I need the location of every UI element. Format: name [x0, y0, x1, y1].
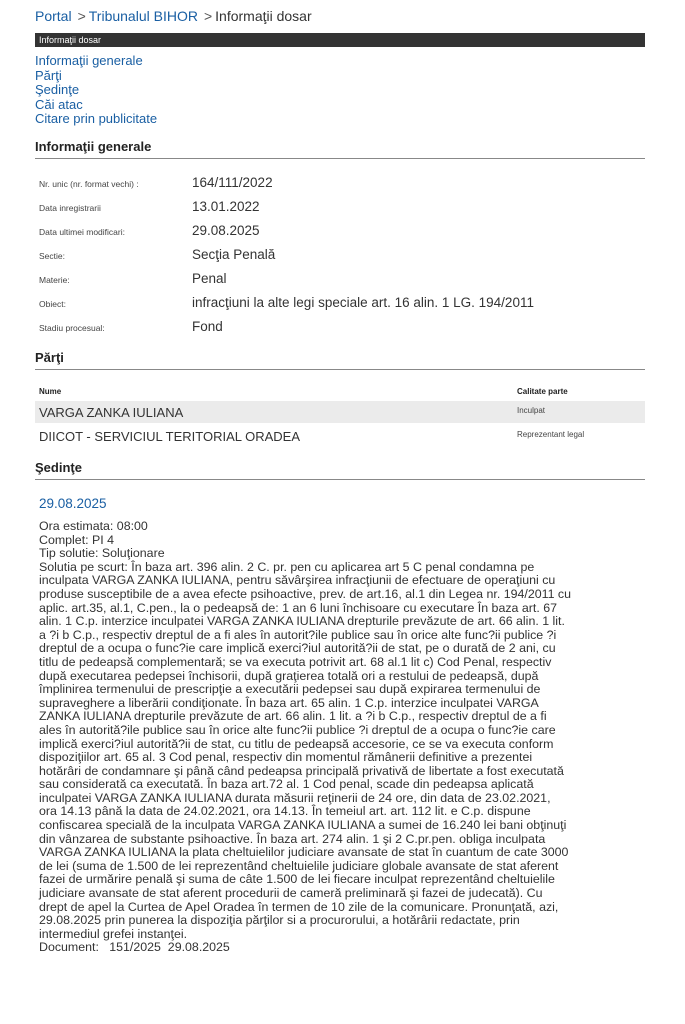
breadcrumb-separator: > — [77, 8, 86, 24]
hearing-document[interactable]: Document: 151/2025 29.08.2025 — [39, 940, 230, 955]
solution-line: produse susceptibile de a avea efecte psihoactive, prev. de art.16, al.1 din Legea nr. 194/2011 cu — [39, 586, 572, 601]
column-header-nume: Nume — [39, 387, 62, 396]
party-role: Reprezentant legal — [517, 430, 585, 439]
solution-line: aplic. art.35, al.1, C.pen., la o pedeapsă de: 1 an 6 luni închisoare cu executare În baza art. 67 — [39, 600, 557, 615]
solution-line: după executarea pedepsei închisorii, după graţierea totală ori a restului de pedeapsă, după — [39, 668, 539, 683]
info-value: 29.08.2025 — [192, 223, 260, 238]
solution-line: hotărâri de condamnare şi până când pedeapsa principală privativă de libertate a fost executată — [39, 763, 564, 778]
breadcrumb-portal[interactable]: Portal — [35, 8, 72, 24]
hearing-solution-type: Tip solutie: Soluţionare — [39, 546, 165, 561]
info-label: Stadiu procesual: — [39, 323, 105, 333]
solution-line: inculpatei VARGA ZANKA IULIANA durata măsurii reţinerii de 24 ore, din data de 23.02.2021, — [39, 790, 551, 805]
hearing-date: 29.08.2025 — [39, 496, 107, 511]
solution-line: drept de apel la Curtea de Apel Oradea în termen de 10 zile de la comunicare. Pronunţată, azi, — [39, 899, 559, 914]
solution-line: dispoziţiilor art. 65 al. 3 Cod penal, respectiv din momentul rămânerii definitive a prezentei — [39, 750, 533, 765]
party-name: DIICOT - SERVICIUL TERITORIAL ORADEA — [39, 429, 301, 444]
solution-line: ales în autorită?ile publice sau în orice alte func?ii publice ?i dreptul de a ocupa o func?ie care — [39, 722, 556, 737]
page-title-bar: Informaţii dosar — [35, 33, 645, 47]
solution-line: inculpata VARGA ZANKA IULIANA, pentru săvârşirea infracţiunii de efectuare de operaţiuni cu — [39, 573, 556, 588]
solution-line: supraveghere a liberării condiţionate. În baza art. 65 alin. 1 C.p. interzice inculpatei VARGA — [39, 695, 539, 710]
party-name: VARGA ZANKA IULIANA — [39, 405, 184, 420]
info-label: Data ultimei modificari: — [39, 227, 125, 237]
info-label: Obiect: — [39, 299, 66, 309]
solution-line: a ?i b C.p., respectiv dreptul de a fi ales în autorit?ile publice sau în orice alte func?ii publice ?i — [39, 627, 557, 642]
hearing-time: Ora estimata: 08:00 — [39, 519, 148, 533]
info-value: infracţiuni la alte legi speciale art. 16 alin. 1 LG. 194/2011 — [192, 295, 534, 310]
table-row — [35, 425, 645, 447]
table-row — [35, 401, 645, 423]
info-value: 13.01.2022 — [192, 199, 260, 214]
solution-line: împlinirea termenului de prescripţie a executării pedepsei sau după expirarea termenului de — [39, 682, 541, 697]
solution-line: confiscarea specială de la inculpata VARGA ZANKA IULIANA a sumei de 16.240 lei bani obţinuţi — [39, 818, 567, 833]
solution-line: alin. 1 C.p. interzice inculpatei VARGA ZANKA IULIANA drepturile prevăzute de art. 66 alin. 1 lit. — [39, 614, 565, 629]
hearing-panel: Complet: PI 4 — [39, 532, 115, 547]
solution-line: judiciare avansate de stat aferent procedurii de cameră preliminară şi fazei de judecată). Cu — [39, 886, 543, 901]
link-parti[interactable]: Părţi — [35, 67, 62, 83]
breadcrumb-tribunal[interactable]: Tribunalul BIHOR — [88, 8, 198, 24]
party-role: Inculpat — [517, 406, 546, 415]
section-heading-parti: Părţi — [35, 350, 645, 370]
info-value: Penal — [192, 271, 227, 286]
breadcrumb-separator: > — [203, 8, 213, 24]
solution-line: fazei de urmărire penală şi suma de câte 1.500 de lei fiecare inculpat reprezentând cheltuielile — [39, 872, 555, 887]
solution-line: implică exerci?iul autorită?ii de stat, cu titlu de pedeapsă accesorie, ce se va executa conform — [39, 736, 554, 751]
info-label: Nr. unic (nr. format vechi) : — [39, 179, 139, 189]
link-sedinte[interactable]: Şedinţe — [35, 82, 80, 97]
solution-line: Solutia pe scurt: În baza art. 396 alin. 2 C. pr. pen cu aplicarea art 5 C penal condamna pe — [39, 559, 535, 574]
solution-line: din vânzarea de substante psihoactive. În baza art. 274 alin. 1 şi 2 C.pr.pen. obliga inculpata — [39, 831, 546, 846]
info-value: 164/111/2022 — [192, 175, 273, 190]
info-value: Secţia Penală — [192, 247, 276, 262]
column-header-calitate: Calitate parte — [517, 387, 568, 396]
solution-line: ora 14.13 până la data de 24.02.2021, ora 14.13. În temeiul art. art. 112 lit. e C.p. dispune — [39, 804, 531, 819]
solution-line: ZANKA IULIANA drepturile prevăzute de art. 66 alin. 1 lit. a ?i b C.p., respectiv dreptul de a fi — [39, 709, 547, 724]
info-label: Materie: — [39, 275, 70, 285]
solution-line: dreptul de a ocupa o func?ie care implică exerci?iul autorită?ii de stat, pe o durată de 2 ani, cu — [39, 641, 556, 656]
link-informatii-generale[interactable]: Informaţii generale — [35, 53, 143, 68]
solution-line: 29.08.2025 prin punerea la dispoziţia părţilor si a procurorului, a hotărârii redactate, prin — [39, 913, 520, 928]
link-cai-atac[interactable]: Căi atac — [35, 96, 83, 112]
quick-links — [35, 54, 157, 127]
solution-line: titlu de pedeapsă complementară; se va executa potrivit art. 68 al.1 lit c) Cod Penal, respectiv — [39, 654, 552, 669]
solution-line: sau considerată ca executată. În baza art.72 al. 1 Cod penal, scade din pedeapsa aplicată — [39, 777, 534, 792]
breadcrumb-current: Informaţii dosar — [215, 8, 312, 24]
link-citare-publicitate[interactable]: Citare prin publicitate — [35, 111, 158, 126]
solution-line: VARGA ZANKA IULIANA la plata cheltuielilor judiciare avansate de stat în cuantum de cate 3000 — [39, 845, 569, 860]
section-heading-sedinte: Şedinţe — [35, 460, 645, 480]
info-value: Fond — [192, 319, 223, 334]
info-label: Data inregistrarii — [39, 203, 101, 213]
hearing-details — [39, 520, 649, 955]
solution-line: intermediul grefei instanţei. — [39, 926, 188, 941]
info-label: Sectie: — [39, 251, 65, 261]
section-heading-general: Informaţii generale — [35, 139, 645, 159]
solution-line: de lei (suma de 1.500 de lei reprezentând cheltuielile judiciare globale avansate de stat aferent — [39, 858, 559, 873]
breadcrumb — [35, 8, 312, 24]
